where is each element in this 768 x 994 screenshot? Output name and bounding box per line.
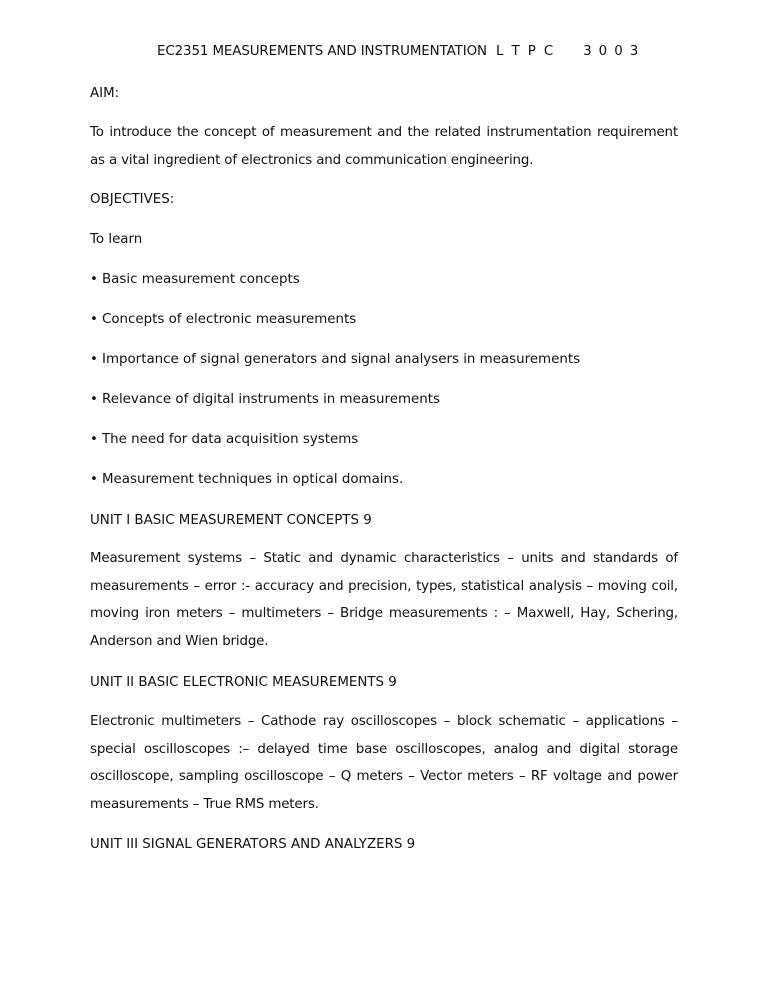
unit-heading: UNIT II BASIC ELECTRONIC MEASUREMENTS 9 bbox=[90, 675, 397, 690]
ltpc-label: L T P C bbox=[495, 44, 554, 59]
aim-text: To introduce the concept of measurement and the related instrumentation requirement as a vital ingredient of electronics and communication engineering. bbox=[90, 125, 678, 168]
objective-item bbox=[90, 472, 403, 487]
objective-item bbox=[90, 272, 300, 287]
objective-item-text: Relevance of digital instruments in measurements bbox=[102, 392, 440, 407]
bullet-icon: • bbox=[90, 472, 98, 487]
objective-item-text: Basic measurement concepts bbox=[102, 272, 300, 287]
objective-item-text: Concepts of electronic measurements bbox=[102, 312, 357, 327]
bullet-icon: • bbox=[90, 312, 98, 327]
objective-item-text: Measurement techniques in optical domains. bbox=[102, 472, 404, 487]
course-title: EC2351 MEASUREMENTS AND INSTRUMENTATION bbox=[157, 44, 487, 59]
objective-item bbox=[90, 432, 358, 447]
objective-item bbox=[90, 312, 356, 327]
unit-body: Measurement systems – Static and dynamic characteristics – units and standards of measurements – error :- accuracy and precision, types, statistical analysis – moving coil, moving iron meters – multimeters – Bridge measurements : – Maxwell, Hay, Schering, Anderson and Wien bridge. bbox=[90, 551, 678, 649]
credits-value: 3 0 0 3 bbox=[583, 44, 639, 59]
unit-heading: UNIT III SIGNAL GENERATORS AND ANALYZERS 9 bbox=[90, 837, 416, 852]
unit-body: Electronic multimeters – Cathode ray oscilloscopes – block schematic – applications – special oscilloscopes :– delayed time base oscilloscopes, analog and digital storage oscilloscope, sampling oscilloscope – Q meters – Vector meters – RF voltage and power measurements – True RMS meters. bbox=[90, 714, 678, 812]
objective-item bbox=[90, 352, 580, 367]
objectives-heading: OBJECTIVES: bbox=[90, 192, 175, 207]
bullet-icon: • bbox=[90, 352, 98, 367]
bullet-icon: • bbox=[90, 392, 98, 407]
aim-heading: AIM: bbox=[90, 86, 120, 101]
bullet-icon: • bbox=[90, 272, 98, 287]
unit-heading: UNIT I BASIC MEASUREMENT CONCEPTS 9 bbox=[90, 513, 372, 528]
objective-item-text: Importance of signal generators and signal analysers in measurements bbox=[102, 352, 581, 367]
bullet-icon: • bbox=[90, 432, 98, 447]
objective-item bbox=[90, 392, 440, 407]
objective-item-text: The need for data acquisition systems bbox=[102, 432, 359, 447]
objectives-intro: To learn bbox=[90, 232, 143, 247]
course-title-line bbox=[157, 44, 638, 59]
